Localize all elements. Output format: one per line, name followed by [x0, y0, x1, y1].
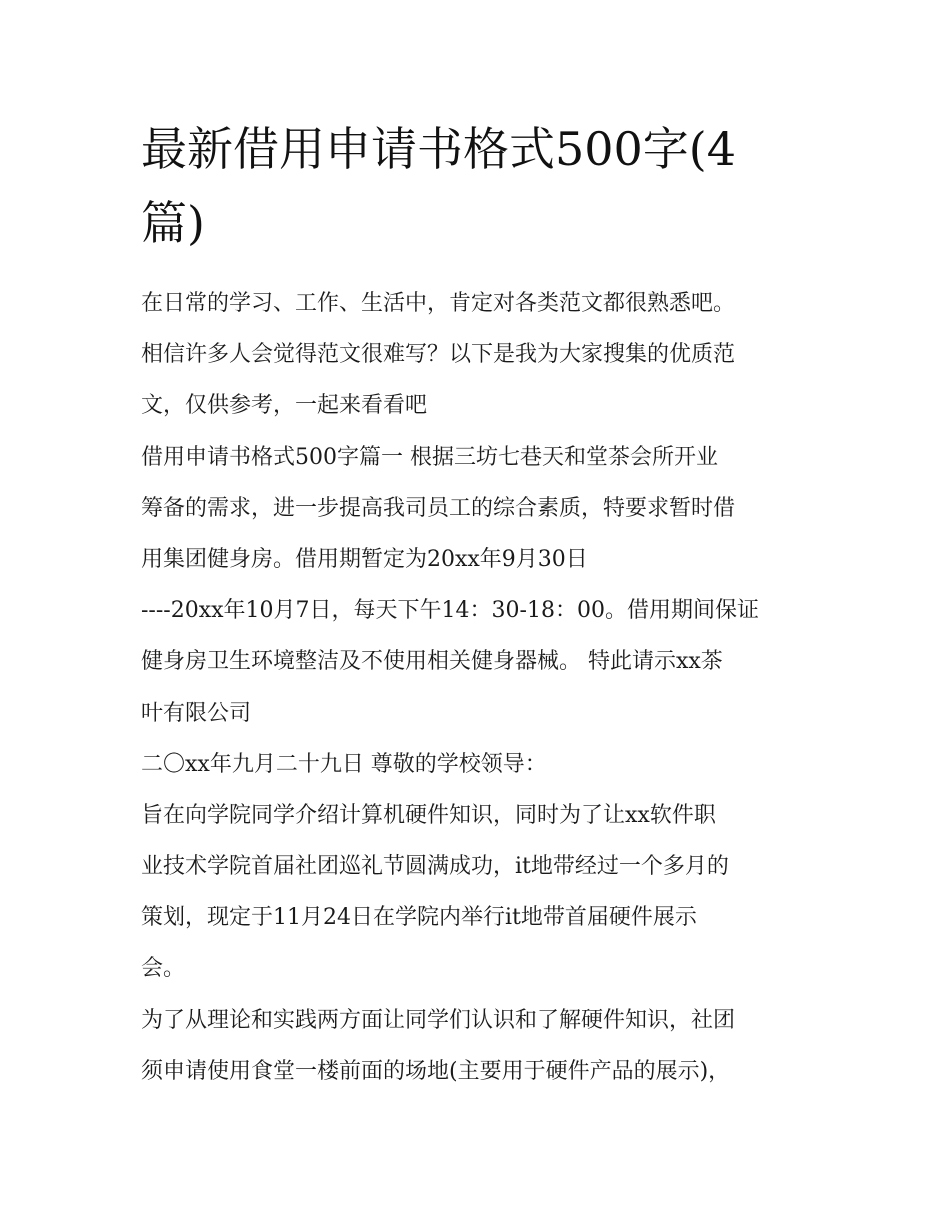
body-line: 须申请使用食堂一楼前面的场地(主要用于硬件产品的展示)，: [141, 1058, 731, 1084]
body-line: 为了从理论和实践两方面让同学们认识和了解硬件知识，社团: [141, 1007, 736, 1033]
body-line: 用集团健身房。借用期暂定为20xx年9月30日: [141, 546, 588, 572]
body-line: ----20xx年10月7日，每天下午14：30-18：00。借用期间保证: [141, 598, 759, 624]
title-line: 篇): [141, 196, 205, 250]
title-line: 最新借用申请书格式500字(4: [141, 122, 737, 176]
body-line: 旨在向学院同学介绍计算机硬件知识，同时为了让xx软件职: [141, 802, 716, 828]
body-line: 在日常的学习、工作、生活中，肯定对各类范文都很熟悉吧。: [141, 291, 736, 316]
body-line: 文，仅供参考，一起来看看吧: [141, 393, 428, 419]
body-line: 策划，现定于11月24日在学院内举行it地带首届硬件展示: [141, 905, 697, 931]
body-line: 健身房卫生环境整洁及不使用相关健身器械。 特此请示xx茶: [141, 649, 723, 675]
body-line: 借用申请书格式500字篇一 根据三坊七巷天和堂茶会所开业: [141, 444, 718, 470]
body-line: 叶有限公司: [141, 700, 252, 726]
document-title: [141, 112, 831, 260]
body-line: 二〇xx年九月二十九日 尊敬的学校领导：: [141, 751, 547, 777]
body-line: 相信许多人会觉得范文很难写？以下是我为大家搜集的优质范: [141, 342, 736, 368]
document-body: [141, 278, 841, 1097]
body-line: 筹备的需求，进一步提高我司员工的综合素质，特要求暂时借: [141, 495, 736, 521]
body-line: 业技术学院首届社团巡礼节圆满成功，it地带经过一个多月的: [141, 854, 729, 880]
body-line: 会。: [141, 956, 186, 982]
